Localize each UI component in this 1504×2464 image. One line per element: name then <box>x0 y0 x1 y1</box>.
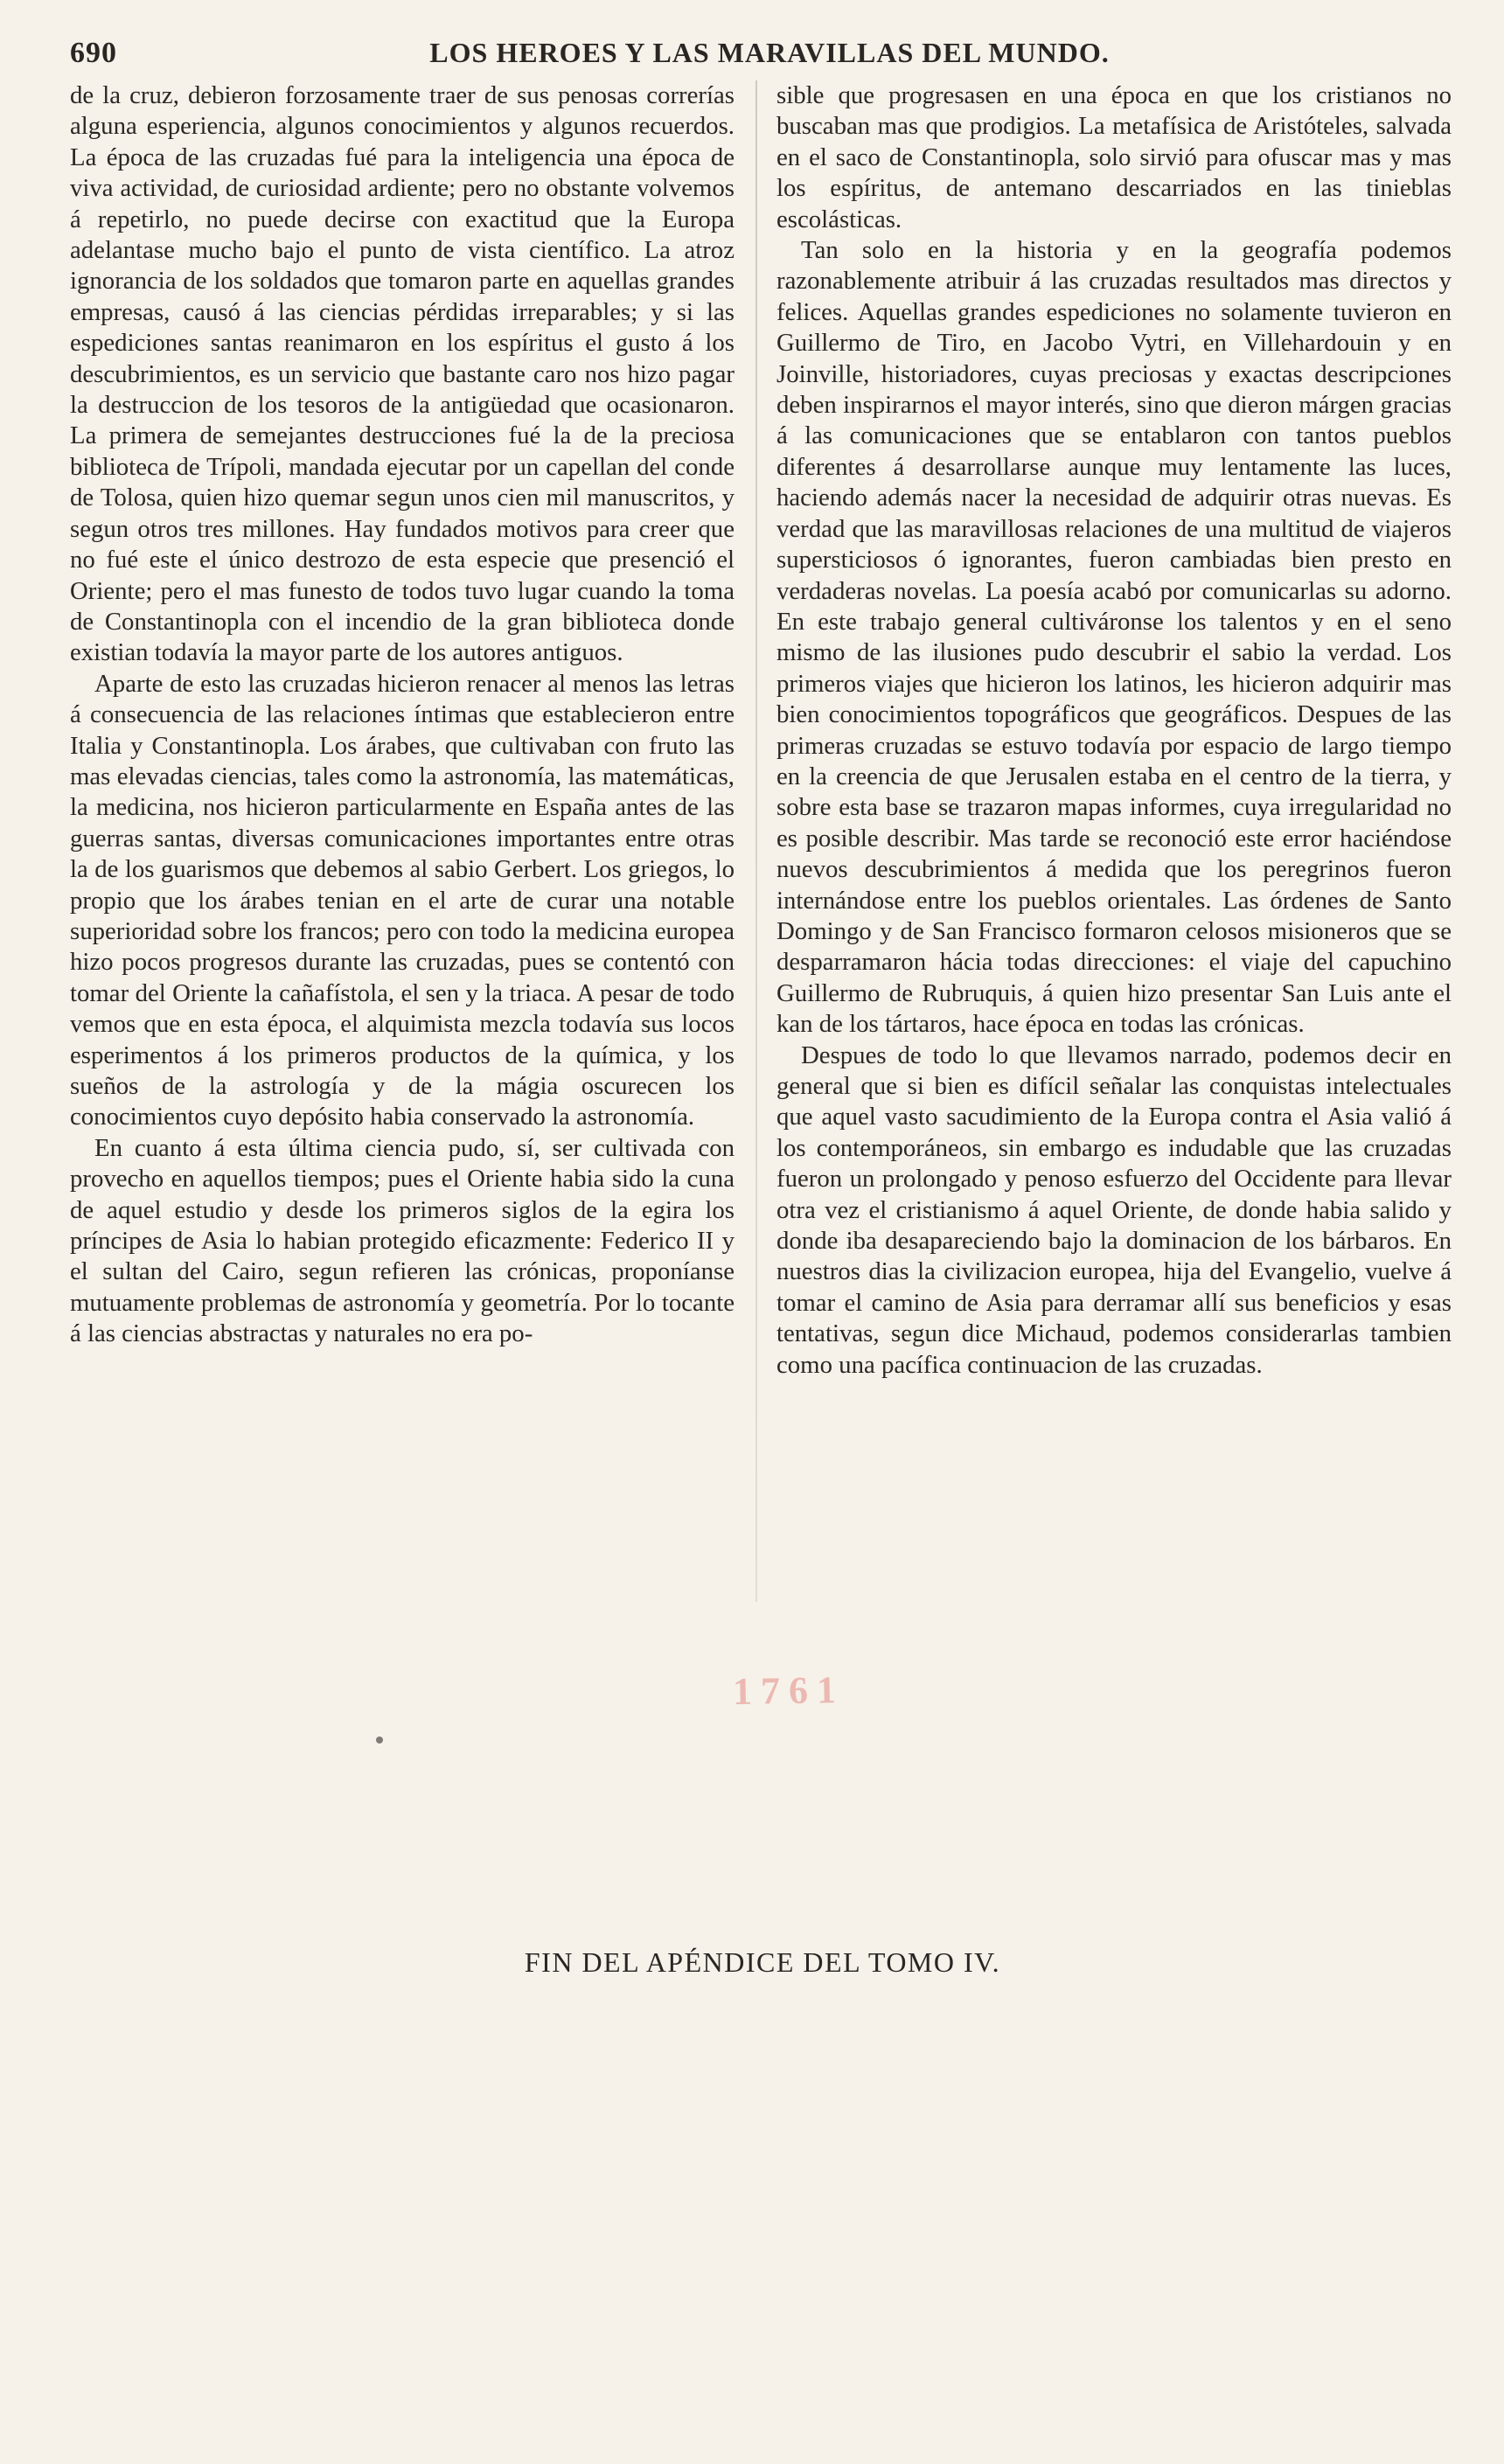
page-number: 690 <box>70 37 117 69</box>
left-column <box>70 80 735 1350</box>
right-paragraph-1: sible que progresasen en una época en que los cristianos no buscaban mas que prodigios. La metafísica de Aristóteles, salvada en el saco de Constantinopla, solo sirvió para ofuscar mas y mas los espíritus, de antemano descarriados en las tinieblas escolásticas. <box>776 81 1452 233</box>
library-stamp: 1761 <box>732 1667 846 1714</box>
ink-dot <box>376 1737 383 1744</box>
left-paragraph-3: En cuanto á esta última ciencia pudo, sí, ser cultivada con provecho en aquellos tiempos; pues el Oriente habia sido la cuna de aquel estudio y desde los primeros siglos de la egira los príncipes de Asia lo habian protegido eficazmente: Federico II y el sultan del Cairo, segun refieren las crónicas, proponíanse mutuamente problemas de astronomía y geometría. Por lo tocante á las ciencias abstractas y naturales no era po- <box>70 1133 735 1348</box>
column-divider <box>755 80 757 1602</box>
left-paragraph-2: Aparte de esto las cruzadas hicieron renacer al menos las letras á consecuencia de las relaciones íntimas que establecieron entre Italia y Constantinopla. Los árabes, que cultivaban con fruto las mas elevadas ciencias, tales como la astronomía, las matemáticas, la medicina, nos hicieron particularmente en España antes de las guerras santas, diversas comunicaciones importantes entre otras la de los guarismos que debemos al sabio Gerbert. Los griegos, lo propio que los árabes tenian en el arte de curar una notable superioridad sobre los francos; pero con todo la medicina europea hizo pocos progresos durante las cruzadas, pues se contentó con tomar del Oriente la cañafístola, el sen y la triaca. A pesar de todo vemos que en esta época, el alquimista mezcla todavía sus locos esperimentos á los primeros productos de la química, y los sueños de la astrología y de la mágia oscurecen los conocimientos cuyo depósito habia conservado la astronomía. <box>70 669 735 1131</box>
left-paragraph-1: de la cruz, debieron forzosamente traer de sus penosas correrías alguna esperiencia, algunos conocimientos y algunos recuerdos. La época de las cruzadas fué para la inteligencia una época de viva actividad, de curiosidad ardiente; pero no obstante volvemos á repetirlo, no puede decirse con exactitud que la Europa adelantase mucho bajo el punto de vista científico. La atroz ignorancia de los soldados que tomaron parte en aquellas grandes empresas, causó á las ciencias pérdidas irreparables; y si las espediciones santas reanimaron en los espíritus el gusto á los descubrimientos, es un servicio que bastante caro nos hizo pagar la destruccion de los tesoros de la antigüedad que ocasionaron. La primera de semejantes destrucciones fué la de la preciosa biblioteca de Trípoli, mandada ejecutar por un capellan del conde de Tolosa, quien hizo quemar segun unos cien mil manuscritos, y segun otros tres millones. Hay fundados motivos para creer que no fué este el único destrozo de esta especie que presenció el Oriente; pero el mas funesto de todos tuvo lugar cuando la toma de Constantinopla con el incendio de la gran biblioteca donde existian todavía la mayor parte de los autores antiguos. <box>70 81 735 667</box>
right-paragraph-2: Tan solo en la historia y en la geografía podemos razonablemente atribuir á las cruzadas resultados mas directos y felices. Aquellas grandes espediciones no solamente tuvieron en Guillermo de Tiro, en Jacobo Vytri, en Villehardouin y en Joinville, historiadores, cuyas preciosas y exactas descripciones deben inspirarnos el mayor interés, sino que dieron márgen gracias á las comunicaciones que se entablaron con tantos pueblos diferentes á desarrollarse aunque muy lentamente las luces, haciendo además nacer la necesidad de adquirir otras nuevas. Es verdad que las maravillosas relaciones de una multitud de viajeros supersticiosos ó ignorantes, fueron cambiadas bien presto en verdaderas novelas. La poesía acabó por comunicarlas su adorno. En este trabajo general cultiváronse los talentos y en el seno mismo de las ilusiones pudo descubrir el sabio la verdad. Los primeros viajes que hicieron los latinos, les hicieron adquirir mas bien conocimientos topográficos que geográficos. Despues de las primeras cruzadas se estuvo todavía por espacio de largo tiempo en la creencia de que Jerusalen estaba en el centro de la tierra, y sobre esta base se trazaron mapas informes, cuya irregularidad no es posible describir. Mas tarde se reconoció este error haciéndose nuevos descubrimientos á medida que los peregrinos fueron internándose entre los pueblos orientales. Las órdenes de Santo Domingo y de San Francisco formaron celosos misioneros que se desparramaron hácia todas direcciones: el viaje del capuchino Guillermo de Rubruquis, á quien hizo presentar San Luis ante el kan de los tártaros, hace época en todas las crónicas. <box>776 236 1452 1039</box>
right-column <box>776 80 1452 1381</box>
running-head: LOS HEROES Y LAS MARAVILLAS DEL MUNDO. <box>429 37 1110 68</box>
colophon: FIN DEL APÉNDICE DEL TOMO IV. <box>524 1946 1001 1978</box>
right-paragraph-3: Despues de todo lo que llevamos narrado, podemos decir en general que si bien es difícil señalar las conquistas intelectuales que aquel vasto sacudimiento de la Europa contra el Asia valió á los contemporáneos, sin embargo es indudable que las cruzadas fueron un prolongado y penoso esfuerzo del Occidente para llevar otra vez el cristianismo á aquel Oriente, de donde habia salido y donde iba desapareciendo bajo la dominacion de los bárbaros. En nuestros dias la civilizacion europea, hija del Evangelio, vuelve á tomar el camino de Asia para derramar allí sus beneficios y esas tentativas, segun dice Michaud, podemos considerarlas tambien como una pacífica continuacion de las cruzadas. <box>776 1041 1452 1379</box>
